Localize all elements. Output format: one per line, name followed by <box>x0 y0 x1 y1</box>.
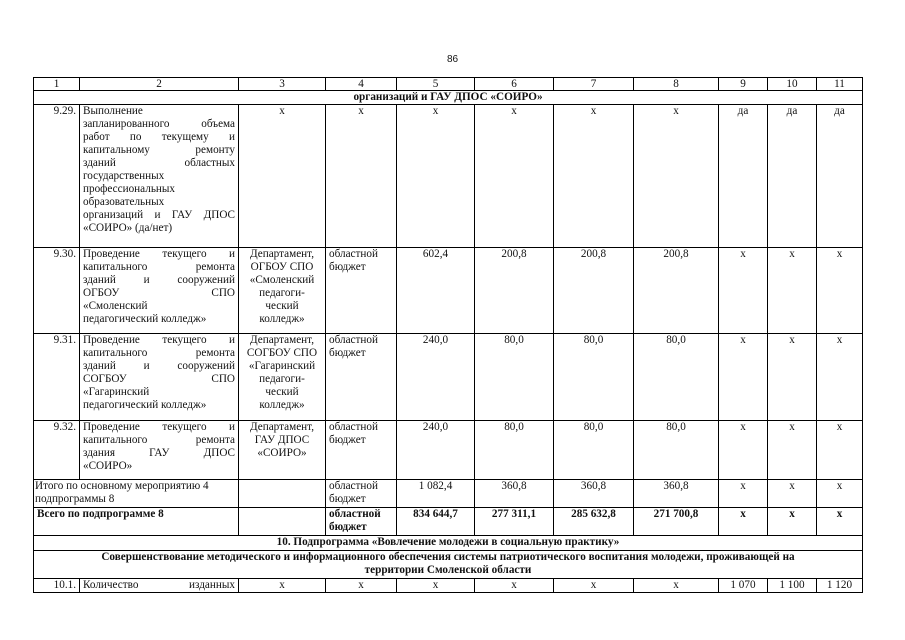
activity-name <box>80 421 239 480</box>
funding-source <box>326 480 397 508</box>
text-line: капитальному ремонту <box>83 144 235 156</box>
total-amount: х <box>397 579 475 593</box>
indicator-year1: х <box>719 480 768 508</box>
text-line: «Смоленский <box>83 300 148 312</box>
year2-amount: 80,0 <box>554 334 634 421</box>
text-line: колледж» <box>259 399 305 411</box>
col-header: 4 <box>326 78 397 91</box>
main-activity-row <box>34 551 863 579</box>
text-line: педагогический колледж» <box>83 399 207 411</box>
text-line: педагогический колледж» <box>83 313 207 325</box>
executor <box>239 248 326 334</box>
text-line: педагоги- <box>259 373 305 385</box>
text-line: ГАУ ДПОС <box>254 434 310 446</box>
col-header: 9 <box>719 78 768 91</box>
executor: х <box>239 579 326 593</box>
text-line: «Гагаринский <box>248 360 316 372</box>
text-line: Выполнение <box>83 105 143 117</box>
year2-amount: х <box>554 579 634 593</box>
text-line: Департамент, <box>250 334 314 346</box>
indicator-year1: х <box>719 421 768 480</box>
activity-name: Количество изданных <box>80 579 239 593</box>
subtotal-label <box>34 480 239 508</box>
year2-amount: 360,8 <box>554 480 634 508</box>
text-line: зданий областных <box>83 157 235 169</box>
text-line: СОГБОУ СПО <box>246 347 318 359</box>
row-number: 9.32. <box>34 421 80 480</box>
text-line: «СОИРО» <box>257 447 307 459</box>
text-line: областной <box>329 421 378 433</box>
year1-amount: 80,0 <box>475 334 554 421</box>
text-line: областной <box>329 508 381 520</box>
indicator-year1: х <box>719 334 768 421</box>
executor: х <box>239 105 326 248</box>
text-line: ОГБОУ СПО <box>250 261 314 273</box>
col-header: 6 <box>475 78 554 91</box>
section-tail: организаций и ГАУ ДПОС «СОИРО» <box>34 91 863 105</box>
table-row <box>34 334 863 421</box>
table-row <box>34 421 863 480</box>
text-line: колледж» <box>259 313 305 325</box>
total-amount: 602,4 <box>397 248 475 334</box>
funding-source <box>326 508 397 536</box>
year1-amount: х <box>475 579 554 593</box>
text-line: бюджет <box>329 493 366 505</box>
col-header: 5 <box>397 78 475 91</box>
text-line: «Смоленский <box>249 274 315 286</box>
text-line: ОГБОУ СПО <box>83 287 235 299</box>
funding-source: х <box>326 579 397 593</box>
activity-name <box>80 248 239 334</box>
year3-amount: 200,8 <box>634 248 719 334</box>
indicator-year1: х <box>719 248 768 334</box>
indicator-year3: х <box>817 334 863 421</box>
year1-amount: х <box>475 105 554 248</box>
text-line: капитального ремонта <box>83 261 235 273</box>
year2-amount: х <box>554 105 634 248</box>
text-line: «СОИРО» <box>83 460 133 472</box>
col-header: 11 <box>817 78 863 91</box>
executor <box>239 334 326 421</box>
text-line: областной <box>329 334 378 346</box>
total-amount: 240,0 <box>397 421 475 480</box>
row-number: 9.31. <box>34 334 80 421</box>
total-amount: 240,0 <box>397 334 475 421</box>
subprogram-row <box>34 536 863 551</box>
indicator-year2: х <box>768 334 817 421</box>
indicator-year1: да <box>719 105 768 248</box>
indicator-year3: да <box>817 105 863 248</box>
text-line: бюджет <box>329 261 366 273</box>
indicator-year3: х <box>817 248 863 334</box>
text-line: педагоги- <box>259 287 305 299</box>
text-line: «СОИРО» (да/нет) <box>83 222 173 234</box>
column-number-row <box>34 78 863 91</box>
year1-amount: 200,8 <box>475 248 554 334</box>
text-line: зданий и сооружений <box>83 274 235 286</box>
indicator-year2: х <box>768 480 817 508</box>
text-line: областной <box>329 248 378 260</box>
text-line: профессиональных <box>83 183 176 195</box>
text-line: здания ГАУ ДПОС <box>83 447 235 459</box>
executor <box>239 508 326 536</box>
col-header: 1 <box>34 78 80 91</box>
total-row <box>34 508 863 536</box>
total-amount: 834 644,7 <box>397 508 475 536</box>
row-number: 9.30. <box>34 248 80 334</box>
text-line: бюджет <box>329 347 366 359</box>
text-line: ческий <box>265 386 299 398</box>
funding-source <box>326 248 397 334</box>
page-number: 86 <box>446 54 459 65</box>
indicator-year2: х <box>768 508 817 536</box>
indicator-year3: х <box>817 508 863 536</box>
text-line: Итого по основному мероприятию 4 <box>35 480 209 492</box>
activity-name <box>80 105 239 248</box>
year3-amount: 80,0 <box>634 421 719 480</box>
indicator-year1: х <box>719 508 768 536</box>
year3-amount: х <box>634 105 719 248</box>
text-line: бюджет <box>329 434 366 446</box>
text-line: Проведение текущего и <box>83 248 235 260</box>
text-line: запланированного объема <box>83 118 235 130</box>
year2-amount: 80,0 <box>554 421 634 480</box>
year1-amount: 80,0 <box>475 421 554 480</box>
col-header: 8 <box>634 78 719 91</box>
year3-amount: 271 700,8 <box>634 508 719 536</box>
subprogram-title: 10. Подпрограмма «Вовлечение молодежи в социальную практику» <box>34 536 863 551</box>
table-row <box>34 248 863 334</box>
indicator-year2: 1 100 <box>768 579 817 593</box>
indicator-year2: х <box>768 248 817 334</box>
table-row <box>34 105 863 248</box>
year2-amount: 285 632,8 <box>554 508 634 536</box>
text-line: «Гагаринский <box>83 386 150 398</box>
col-header: 2 <box>80 78 239 91</box>
text-line: подпрограммы 8 <box>35 493 115 505</box>
activity-name <box>80 334 239 421</box>
program-table <box>33 77 863 593</box>
text-line: бюджет <box>329 521 367 533</box>
funding-source <box>326 421 397 480</box>
year3-amount: 360,8 <box>634 480 719 508</box>
indicator-year2: да <box>768 105 817 248</box>
col-header: 10 <box>768 78 817 91</box>
year3-amount: х <box>634 579 719 593</box>
year1-amount: 360,8 <box>475 480 554 508</box>
indicator-year1: 1 070 <box>719 579 768 593</box>
text-line: работ по текущему и <box>83 131 235 143</box>
text-line: организаций и ГАУ ДПОС <box>83 209 235 221</box>
text-line: территории Смоленской области <box>364 564 532 576</box>
main-activity-title <box>34 551 863 579</box>
year1-amount: 277 311,1 <box>475 508 554 536</box>
total-amount: 1 082,4 <box>397 480 475 508</box>
year2-amount: 200,8 <box>554 248 634 334</box>
text-line: образовательных <box>83 196 165 208</box>
indicator-year3: х <box>817 421 863 480</box>
indicator-year2: х <box>768 421 817 480</box>
executor <box>239 480 326 508</box>
text-line: Департамент, <box>250 248 314 260</box>
year3-amount: 80,0 <box>634 334 719 421</box>
text-line: Проведение текущего и <box>83 421 235 433</box>
subtotal-row <box>34 480 863 508</box>
indicator-year3: х <box>817 480 863 508</box>
total-label: Всего по подпрограмме 8 <box>34 508 239 536</box>
table-row <box>34 579 863 593</box>
funding-source <box>326 334 397 421</box>
row-number: 10.1. <box>34 579 80 593</box>
row-number: 9.29. <box>34 105 80 248</box>
executor <box>239 421 326 480</box>
col-header: 7 <box>554 78 634 91</box>
text-line: СОГБОУ СПО <box>83 373 235 385</box>
text-line: областной <box>329 480 378 492</box>
text-line: ческий <box>265 300 299 312</box>
total-amount: х <box>397 105 475 248</box>
text-line: капитального ремонта <box>83 434 235 446</box>
text-line: Проведение текущего и <box>83 334 235 346</box>
text-line: Департамент, <box>250 421 314 433</box>
indicator-year3: 1 120 <box>817 579 863 593</box>
text-line: Совершенствование методического и информационного обеспечения системы патриотического воспитания молодежи, проживающей на <box>101 551 795 563</box>
text-line: государственных <box>83 170 165 182</box>
funding-source: х <box>326 105 397 248</box>
col-header: 3 <box>239 78 326 91</box>
section-tail-row <box>34 91 863 105</box>
text-line: капитального ремонта <box>83 347 235 359</box>
text-line: зданий и сооружений <box>83 360 235 372</box>
